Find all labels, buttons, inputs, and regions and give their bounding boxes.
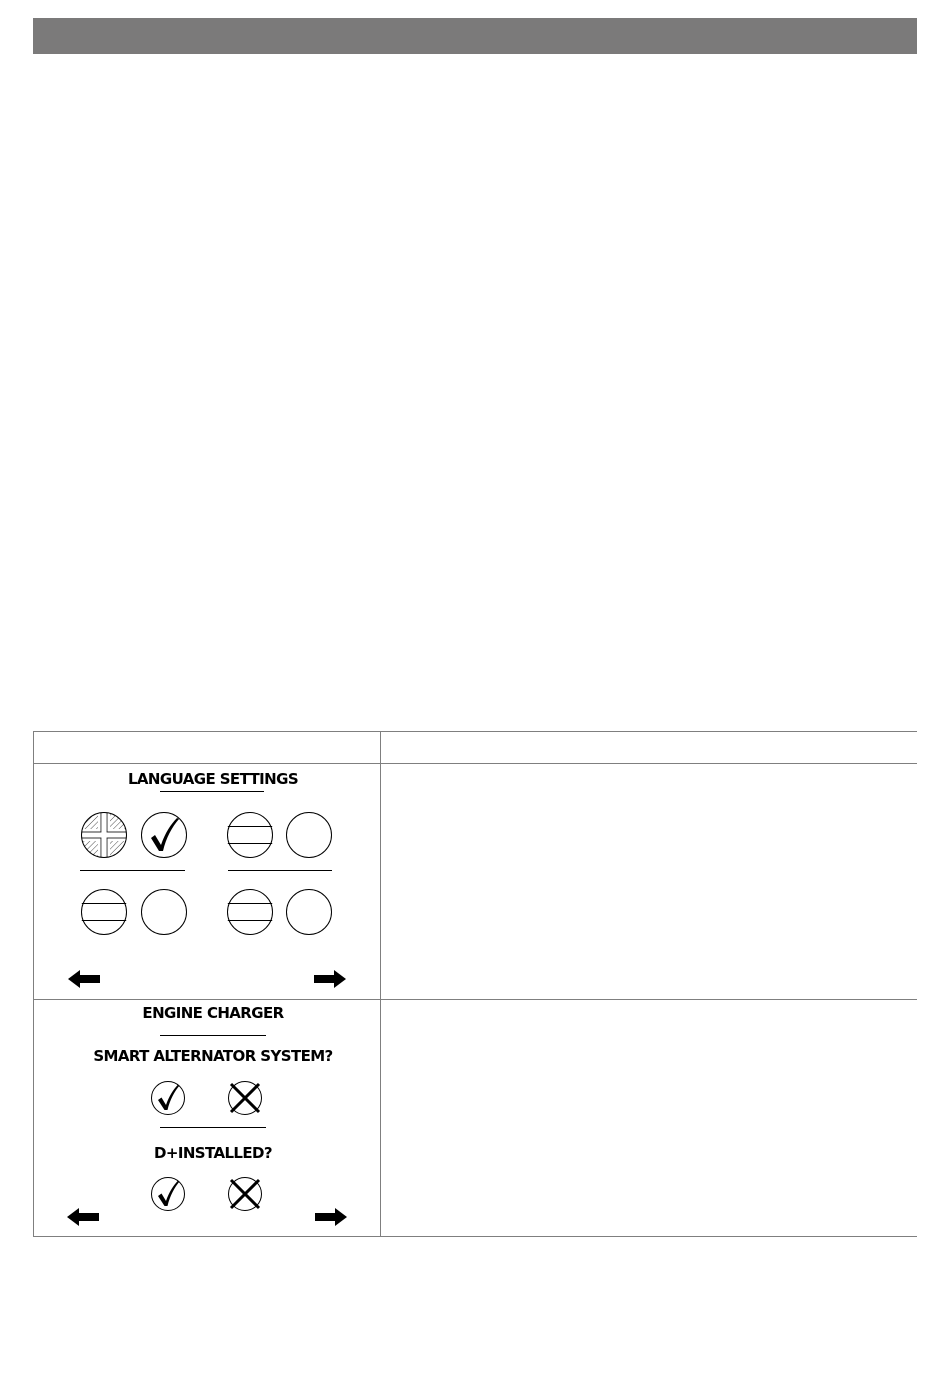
- language-settings-title: LANGUAGE SETTINGS: [127, 770, 299, 788]
- title-underline: [160, 1035, 266, 1036]
- header-bar: [33, 18, 917, 54]
- unselected-option-icon[interactable]: [140, 888, 188, 936]
- arrow-left-icon[interactable]: [66, 1207, 100, 1227]
- blank-flag-icon[interactable]: [226, 888, 274, 936]
- title-underline: [160, 791, 264, 792]
- unselected-option-icon[interactable]: [285, 811, 333, 859]
- uk-flag-icon[interactable]: [80, 811, 128, 859]
- cross-icon[interactable]: [227, 1176, 263, 1212]
- engine-charger-screen: [33, 1000, 380, 1236]
- arrow-left-icon[interactable]: [67, 969, 101, 989]
- check-icon[interactable]: [150, 1080, 186, 1116]
- table-header-col1: [41, 739, 371, 757]
- selected-check-icon[interactable]: [140, 811, 188, 859]
- option-underline: [80, 870, 185, 871]
- language-settings-screen: [33, 764, 380, 999]
- cross-icon[interactable]: [227, 1080, 263, 1116]
- settings-table: [33, 731, 917, 1237]
- arrow-right-icon[interactable]: [314, 1207, 348, 1227]
- d-plus-installed-question: D+INSTALLED?: [154, 1144, 272, 1162]
- table-bottom-border: [33, 1236, 917, 1237]
- table-header-col2: [389, 739, 909, 757]
- blank-flag-icon[interactable]: [226, 811, 274, 859]
- engine-charger-title: ENGINE CHARGER: [142, 1004, 284, 1022]
- option-underline: [228, 870, 332, 871]
- smart-alternator-question: SMART ALTERNATOR SYSTEM?: [93, 1047, 333, 1065]
- section-divider: [160, 1127, 266, 1128]
- check-icon[interactable]: [150, 1176, 186, 1212]
- blank-flag-icon[interactable]: [80, 888, 128, 936]
- arrow-right-icon[interactable]: [313, 969, 347, 989]
- unselected-option-icon[interactable]: [285, 888, 333, 936]
- table-top-border: [33, 731, 917, 732]
